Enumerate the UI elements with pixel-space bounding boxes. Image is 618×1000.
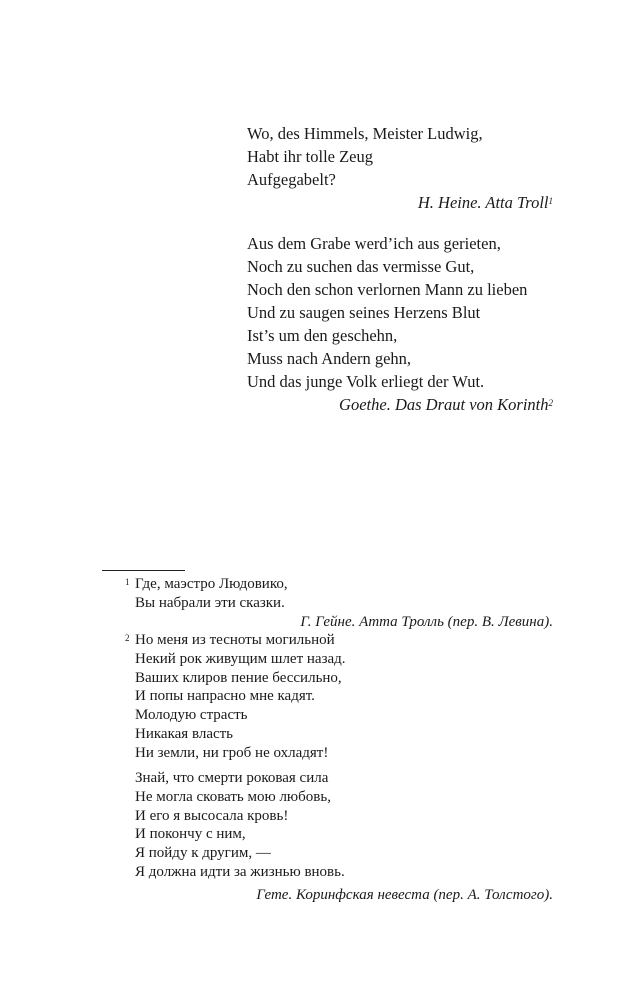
footnote-line: Некий рок живущим шлет назад.: [135, 650, 346, 667]
verse-line: Muss nach Andern gehn,: [247, 349, 412, 368]
epigraph-attribution: [247, 191, 553, 214]
footnote-1: [125, 575, 553, 631]
footnote-2-stanza-2: [135, 769, 553, 905]
verse-line: Aufgegabelt?: [247, 170, 336, 189]
footnote-mark: 2: [125, 633, 130, 643]
footnote-line: Ваших клиров пение бессильно,: [135, 669, 342, 686]
verse-line: Habt ihr tolle Zeug: [247, 147, 374, 166]
footnote-line: И его я высосала кровь!: [135, 807, 289, 824]
footnote-line: [125, 631, 553, 650]
footnote-line: Ни земли, ни гроб не охладят!: [135, 744, 329, 761]
footnote-line: [125, 575, 553, 594]
verse-line: Wo, des Himmels, Meister Ludwig,: [247, 124, 483, 143]
epigraph-heine: [247, 122, 553, 214]
verse-line: Aus dem Grabe werd’ich aus gerieten,: [247, 234, 501, 253]
footnote-line: Я должна идти за жизнью вновь.: [135, 863, 345, 880]
footnote-text: Где, маэстро Людовико,: [135, 576, 288, 592]
footnote-line: Молодую страсть: [135, 707, 248, 724]
footnote-attribution: Г. Гейне. Атта Тролль (пер. В. Левина).: [300, 613, 553, 630]
footnote-text: Но меня из тесноты могильной: [135, 632, 335, 648]
footnote-line: Я пойду к другим, —: [135, 845, 271, 862]
verse-line: Und das junge Volk erliegt der Wut.: [247, 372, 485, 391]
footnote-line: И покончу с ним,: [135, 826, 246, 843]
verse-line: Ist’s um den geschehn,: [247, 326, 398, 345]
verse-line: Noch zu suchen das vermisse Gut,: [247, 257, 475, 276]
footnote-2: [125, 631, 553, 763]
footnote-line: Не могла сковать мою любовь,: [135, 788, 331, 805]
verse-line: Und zu saugen seines Herzens Blut: [247, 303, 481, 322]
footnote-line: Никакая власть: [135, 725, 234, 742]
attribution-text: Goethe. Das Draut von Korinth: [339, 395, 549, 414]
footnote-ref[interactable]: 1: [548, 196, 553, 206]
footnote-mark: 1: [125, 577, 130, 587]
footnote-line: И попы напрасно мне кадят.: [135, 688, 315, 705]
footnote-line: Знай, что смерти роковая сила: [135, 770, 329, 786]
footnote-separator: [102, 570, 185, 571]
verse-line: Noch den schon verlornen Mann zu lieben: [247, 280, 528, 299]
epigraph-attribution: [247, 393, 553, 416]
attribution-text: H. Heine. Atta Troll: [417, 193, 549, 212]
footnote-ref[interactable]: 2: [548, 398, 553, 408]
footnote-line: Вы набрали эти сказки.: [135, 594, 285, 611]
footnote-attribution: Гете. Коринфская невеста (пер. А. Толстого).: [256, 886, 553, 903]
epigraph-goethe: [247, 232, 553, 416]
